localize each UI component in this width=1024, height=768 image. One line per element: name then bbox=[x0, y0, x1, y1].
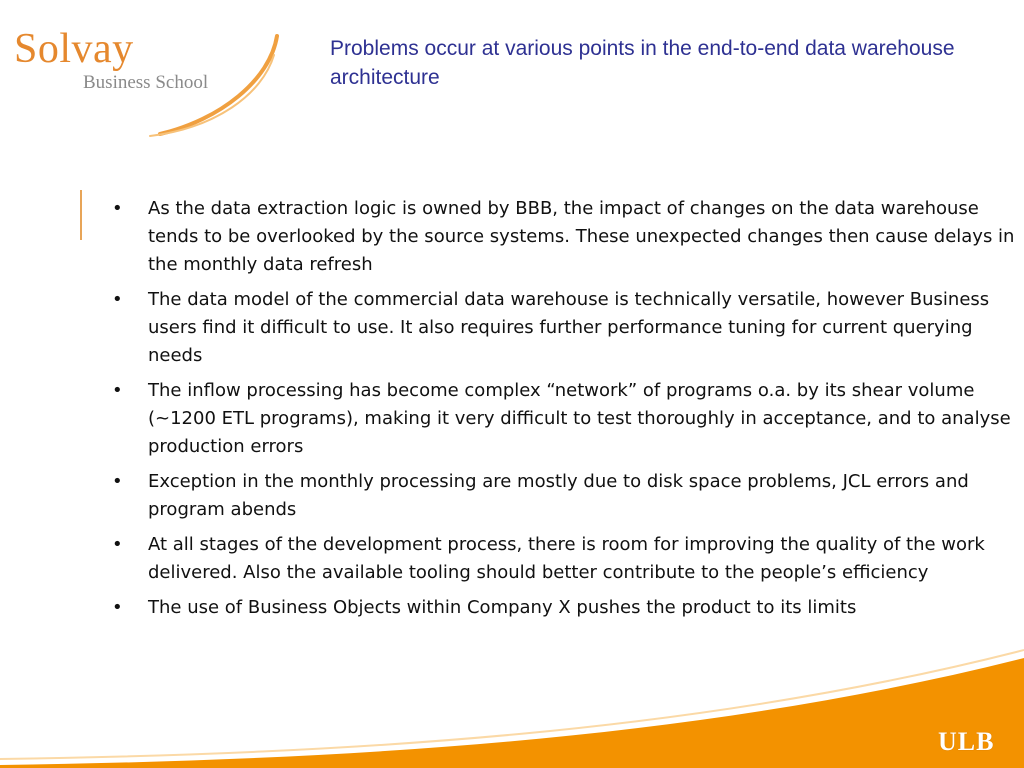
bullet-symbol: • bbox=[112, 380, 123, 401]
bullet-text: Exception in the monthly processing are mostly due to disk space problems, JCL errors and program abends bbox=[148, 471, 969, 520]
bullet-item bbox=[110, 377, 1015, 461]
bullet-text: The data model of the commercial data warehouse is technically versatile, however Business users find it difficult to use. It also requires further performance tuning for current querying needs bbox=[148, 289, 990, 366]
bullet-symbol: • bbox=[112, 471, 123, 492]
bullet-text: The use of Business Objects within Company X pushes the product to its limits bbox=[148, 597, 857, 618]
bullet-item bbox=[110, 286, 1015, 370]
bullet-item bbox=[110, 594, 1015, 622]
bullet-text: As the data extraction logic is owned by BBB, the impact of changes on the data warehouse tends to be overlooked by the source systems. These unexpected changes then cause delays in the monthly data refresh bbox=[148, 198, 1015, 275]
logo-subtitle: Business School bbox=[83, 72, 209, 93]
accent-divider bbox=[80, 190, 82, 240]
ulb-logo: ULB bbox=[938, 727, 995, 756]
solvay-logo bbox=[0, 0, 300, 150]
footer-swoosh bbox=[0, 640, 1024, 768]
bullet-text: The inflow processing has become complex “network” of programs o.a. by its shear volume (~1200 ETL programs), making it very difficult to test thoroughly in acceptance, and to analyse production errors bbox=[148, 380, 1011, 457]
bullet-symbol: • bbox=[112, 289, 123, 310]
slide-title: Problems occur at various points in the end-to-end data warehouse architecture bbox=[330, 37, 955, 89]
bullet-item bbox=[110, 195, 1015, 279]
bullet-symbol: • bbox=[112, 198, 123, 219]
bullet-symbol: • bbox=[112, 534, 123, 555]
bullet-item bbox=[110, 531, 1015, 587]
bullet-list bbox=[110, 195, 1015, 629]
bullet-symbol: • bbox=[112, 597, 123, 618]
bullet-item bbox=[110, 468, 1015, 524]
bullet-text: At all stages of the development process, there is room for improving the quality of the work delivered. Also the available tooling should better contribute to the people’s efficiency bbox=[148, 534, 985, 583]
logo-name: Solvay bbox=[14, 26, 134, 72]
